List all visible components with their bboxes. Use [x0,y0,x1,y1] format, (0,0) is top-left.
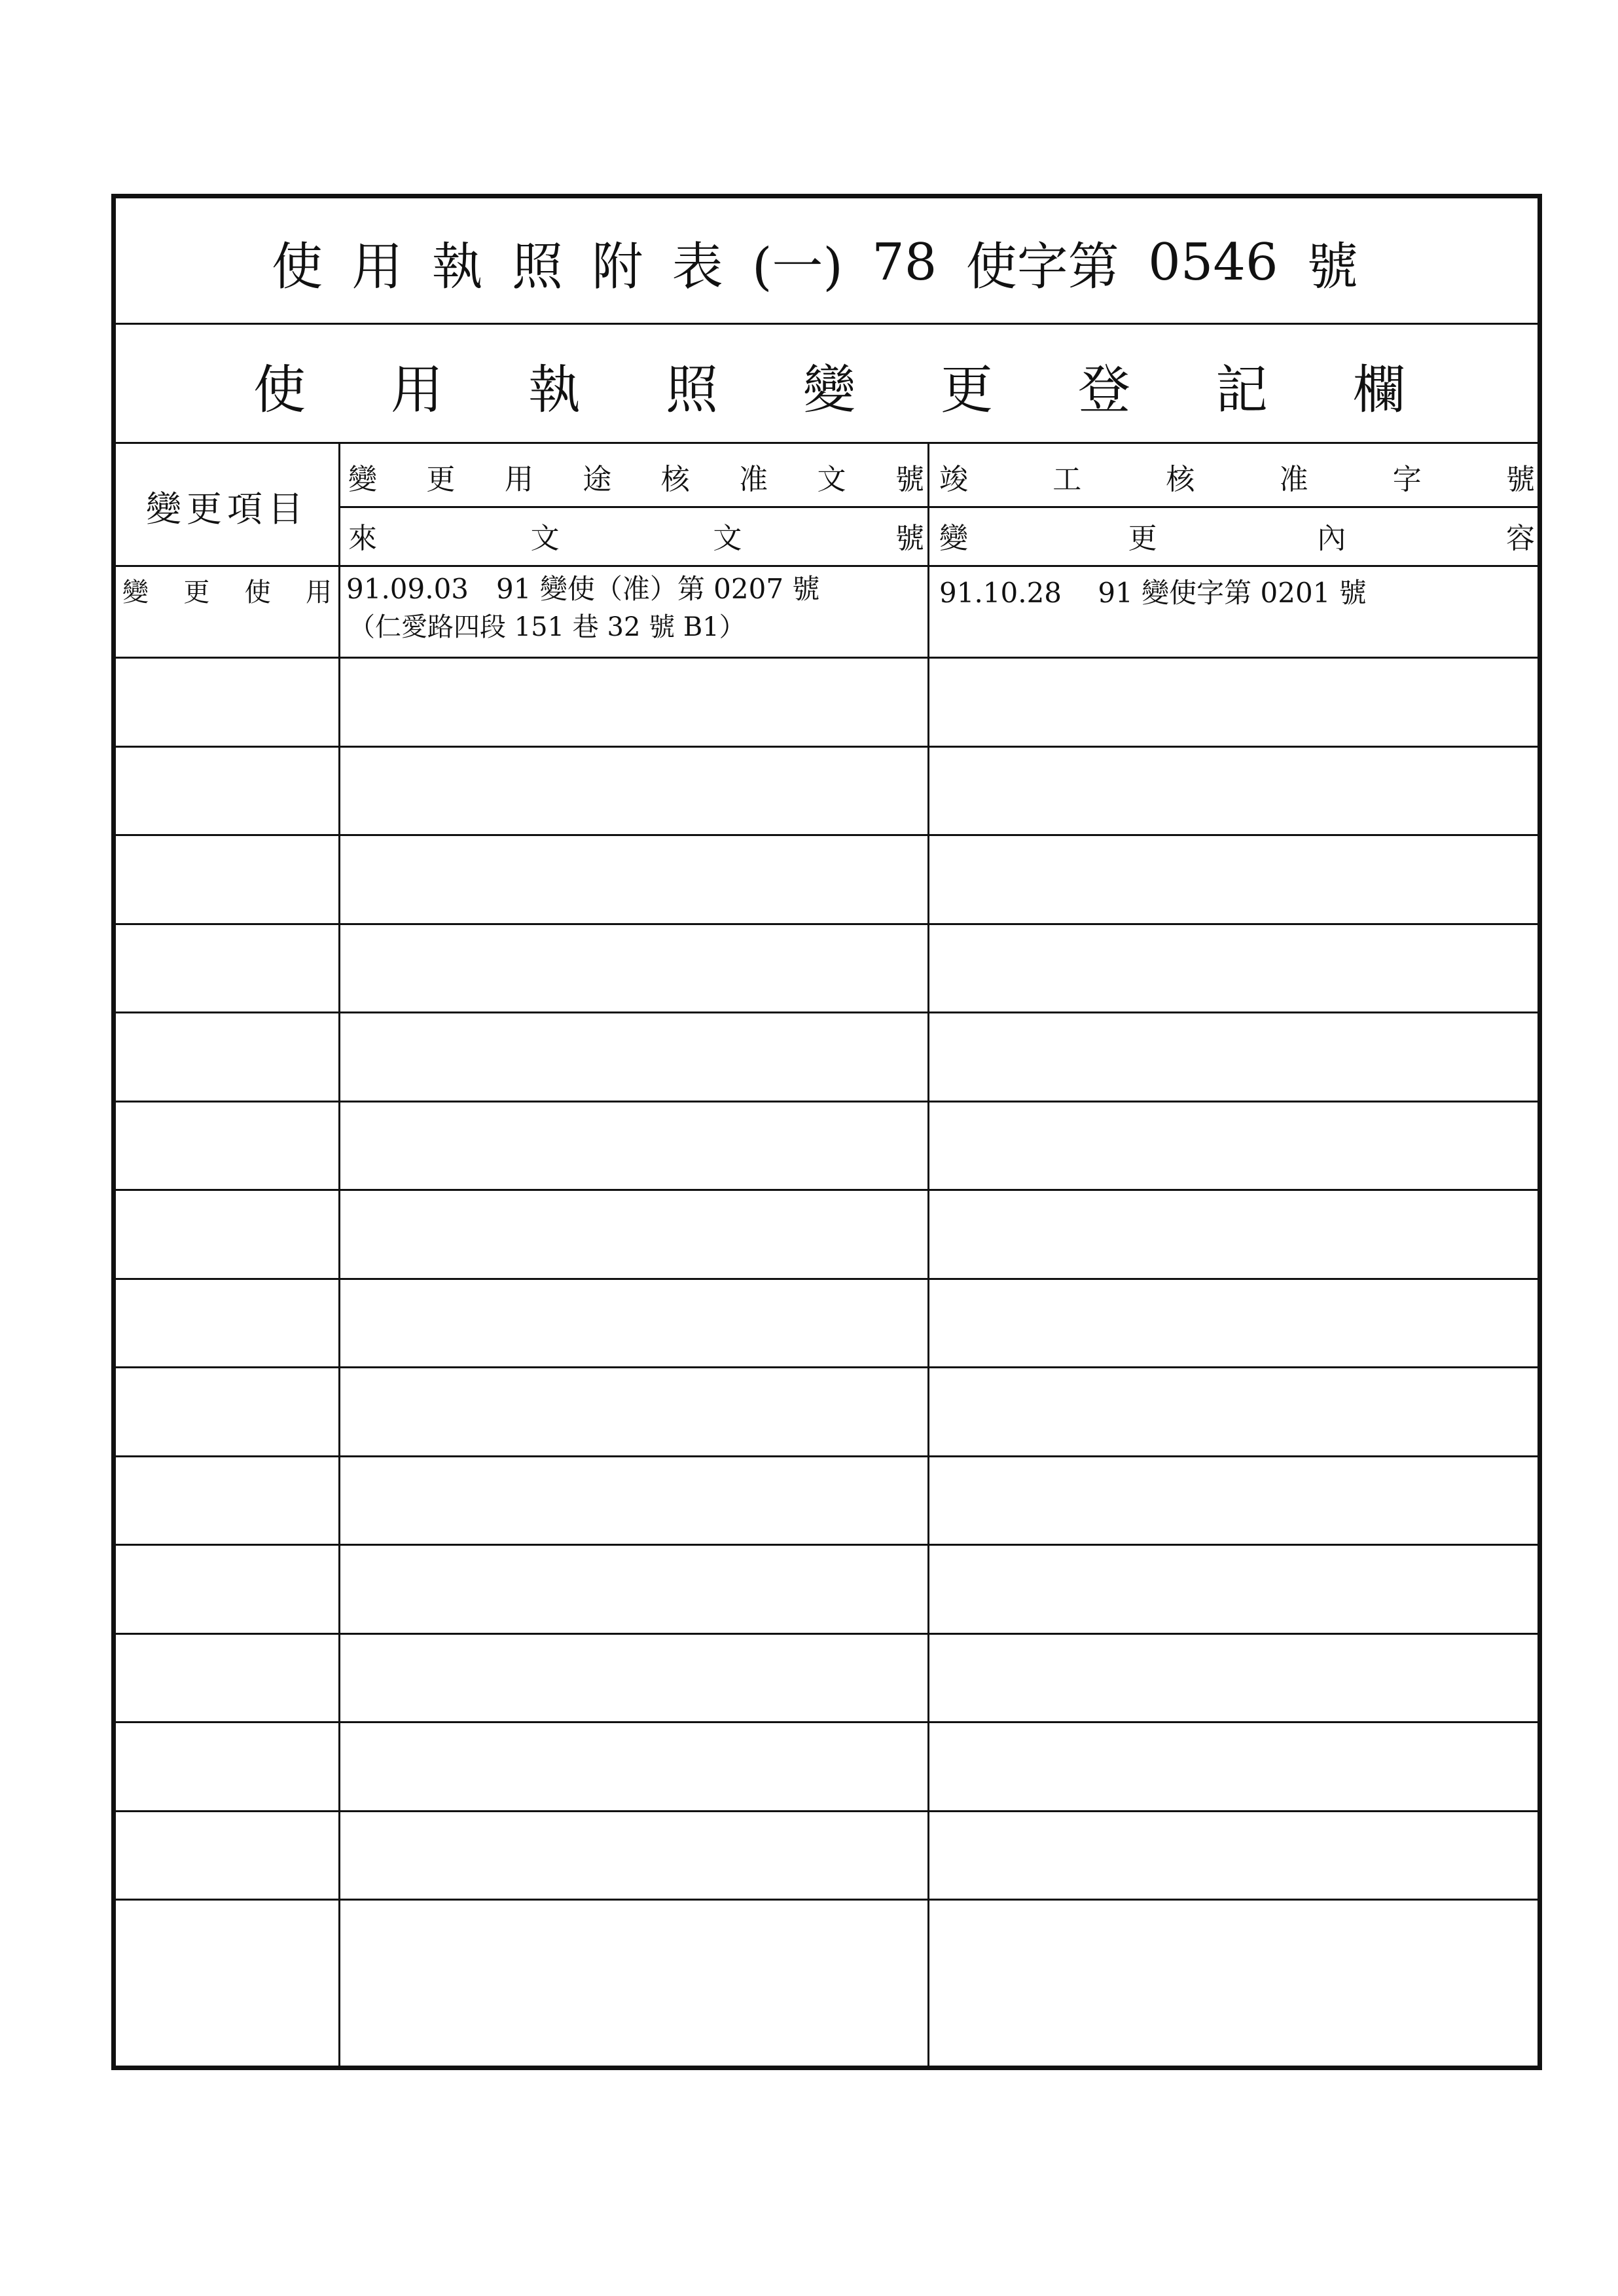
title-char: 0546 [1148,233,1278,292]
title-char: 表 [672,238,723,297]
form-title [272,217,1358,308]
header-mid-divider [338,506,1537,508]
header-char: 容 [1505,522,1535,555]
subtitle-char: 變 [803,359,855,420]
column-divider-1 [338,442,340,2066]
subtitle-char: 執 [528,359,581,420]
header-char: 更 [426,463,456,496]
header-char: 號 [895,522,924,555]
row-divider [116,923,1537,925]
subtitle-char: 更 [941,359,993,420]
row-1-item [122,569,332,611]
subtitle-char: 欄 [1353,359,1405,420]
row-divider [116,1278,1537,1280]
header-char: 號 [1505,463,1535,496]
row-divider [116,1721,1537,1723]
header-char: 更 [1128,522,1157,555]
header-char: 途 [583,463,612,496]
usage-license-form [111,194,1542,2070]
subtitle-char: 用 [391,359,443,420]
header-char: 核 [660,463,690,496]
form-subtitle [253,329,1405,441]
title-char: 用 [351,238,403,297]
header-char: 變 [348,463,377,496]
row-divider [116,1899,1537,1901]
row-divider [116,1101,1537,1102]
item-column-header [122,447,332,565]
title-char: 號 [1306,238,1358,297]
header-char: 用 [504,463,533,496]
row-1-approval-number: 91.09.03 91 變使（准）第 0207 號 （仁愛路四段 151 巷 32 號 B1） [346,573,820,642]
row-divider [116,1810,1537,1812]
row-divider [116,1189,1537,1191]
row-divider [116,657,1537,659]
header-char: 工 [1052,463,1082,496]
subtitle-char: 照 [666,359,718,420]
header-char: 變 [939,522,968,555]
header-char: 准 [1279,463,1308,496]
subtitle-char: 使 [253,359,306,420]
item-char: 使 [244,577,271,608]
item-char: 用 [305,577,332,608]
title-char: 使 [272,238,323,297]
completion-number-header [939,450,1535,503]
item-char: 變 [122,577,149,608]
item-column-label: 變更項目 [146,488,308,530]
header-char: 號 [895,463,924,496]
header-char: 文 [530,522,560,555]
title-char: 使字第 [965,238,1119,297]
title-char: 附 [592,238,643,297]
header-char: 准 [739,463,768,496]
header-char: 字 [1392,463,1422,496]
item-char: 更 [183,577,210,608]
header-char: 來 [348,522,377,555]
row-divider [116,834,1537,836]
header-divider [116,565,1537,567]
row-1-completion-number: 91.10.28 91 變使字第 0201 號 [939,577,1367,609]
subtitle-char: 記 [1215,359,1268,420]
header-char: 核 [1166,463,1195,496]
approval-number-header [348,450,924,503]
header-char: 文 [817,463,846,496]
row-divider [116,1011,1537,1013]
row-divider [116,746,1537,748]
header-char: 竣 [939,463,968,496]
title-char: 執 [431,238,483,297]
title-char: 78 [872,233,937,292]
subtitle-char: 登 [1078,359,1130,420]
header-char: 文 [713,522,742,555]
header-char: 內 [1317,522,1346,555]
row-divider [116,1366,1537,1368]
row-divider [116,1455,1537,1457]
title-char: (一) [751,238,843,297]
row-divider [116,1544,1537,1546]
subtitle-divider [116,442,1537,444]
column-divider-2 [927,442,929,2066]
source-number-header [348,509,924,562]
change-content-header [939,509,1535,562]
title-char: 照 [511,238,563,297]
row-divider [116,1633,1537,1635]
title-divider [116,323,1537,325]
